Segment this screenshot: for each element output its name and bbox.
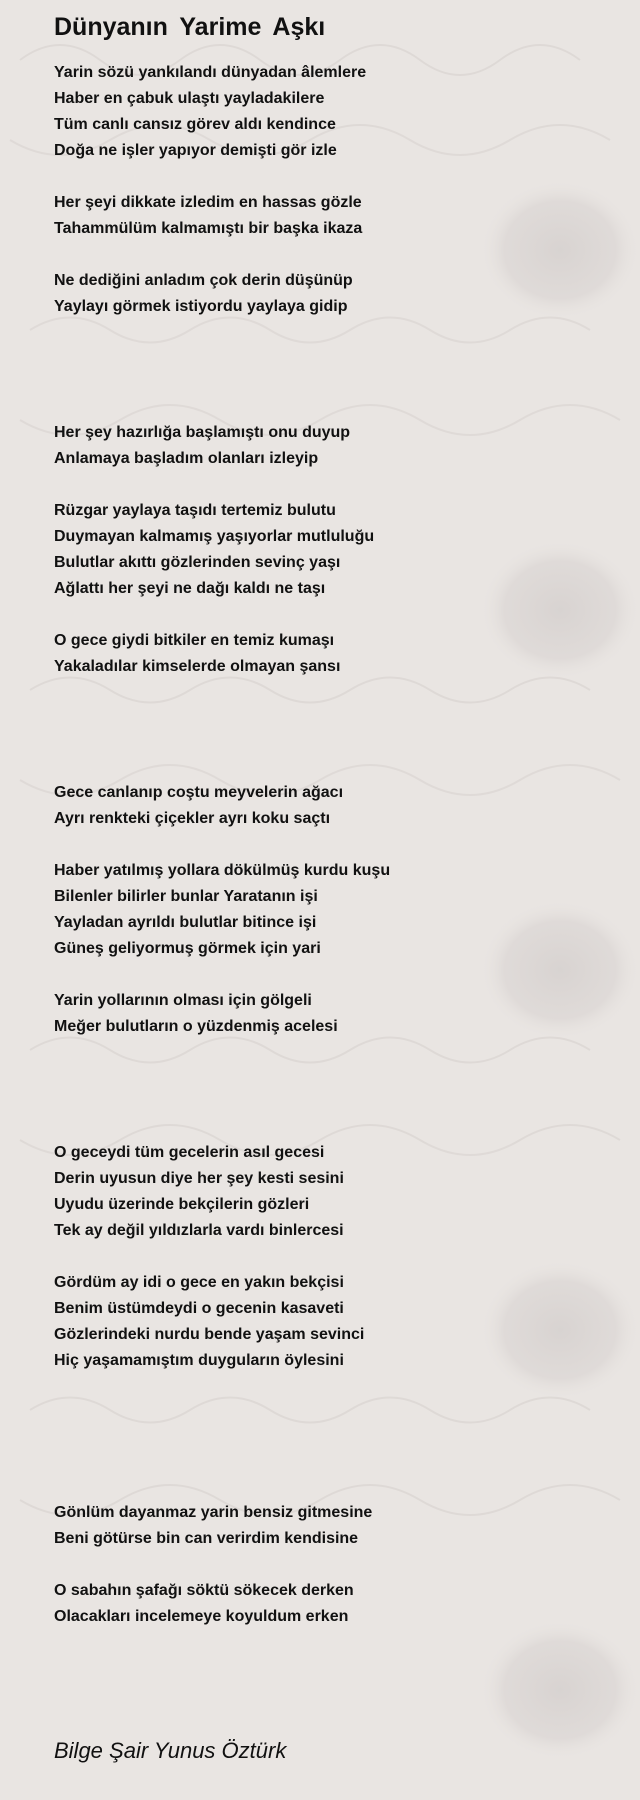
poem-line: Ayrı renkteki çiçekler ayrı koku saçtı (54, 810, 331, 827)
poem-line: Her şeyi dikkate izledim en hassas gözle (54, 194, 362, 211)
poem-line: Haber yatılmış yollara dökülmüş kurdu kuşu (54, 862, 391, 879)
poem-line: Meğer bulutların o yüzdenmiş acelesi (54, 1018, 338, 1035)
stanza (54, 1140, 614, 1244)
poem-line: Uyudu üzerinde bekçilerin gözleri (54, 1196, 310, 1213)
poem-line: Benim üstümdeydi o gecenin kasaveti (54, 1300, 344, 1317)
poem-body (54, 12, 614, 1630)
poem-line: Tek ay değil yıldızlarla vardı binlercesi (54, 1222, 344, 1239)
poem-line: O geceydi tüm gecelerin asıl gecesi (54, 1144, 325, 1161)
stanza (54, 498, 614, 602)
poem-line: Beni götürse bin can verirdim kendisine (54, 1530, 359, 1547)
poem-line: Güneş geliyormuş görmek için yari (54, 940, 321, 957)
poem-line: Rüzgar yaylaya taşıdı tertemiz bulutu (54, 502, 336, 519)
poem-line: Yarin sözü yankılandı dünyadan âlemlere (54, 64, 367, 81)
stanza (54, 190, 614, 242)
stanza (54, 1578, 614, 1630)
stanza (54, 60, 614, 164)
stanza (54, 1270, 614, 1374)
poem-line: Gördüm ay idi o gece en yakın bekçisi (54, 1274, 344, 1291)
stanza (54, 858, 614, 962)
poem-line: Olacakları incelemeye koyuldum erken (54, 1608, 349, 1625)
poem-line: Yaylayı görmek istiyordu yaylaya gidip (54, 298, 348, 315)
stanza (54, 1500, 614, 1552)
poem-line: Bilenler bilirler bunlar Yaratanın işi (54, 888, 318, 905)
poem-line: Doğa ne işler yapıyor demişti gör izle (54, 142, 337, 159)
poem-line: Tahammülüm kalmamıştı bir başka ikaza (54, 220, 363, 237)
poem-line: Ne dediğini anladım çok derin düşünüp (54, 272, 353, 289)
stanza (54, 628, 614, 680)
poem-line: Gece canlanıp coştu meyvelerin ağacı (54, 784, 344, 801)
stanza (54, 420, 614, 472)
poem-line: Bulutlar akıttı gözlerinden sevinç yaşı (54, 554, 341, 571)
stanza (54, 780, 614, 832)
poem-line: Yayladan ayrıldı bulutlar bitince işi (54, 914, 317, 931)
poem-line: Duymayan kalmamış yaşıyorlar mutluluğu (54, 528, 375, 545)
author-signature: Bilge Şair Yunus Öztürk (54, 1738, 287, 1763)
poem-line: Ağlattı her şeyi ne dağı kaldı ne taşı (54, 580, 326, 597)
poem-line: O sabahın şafağı söktü sökecek derken (54, 1582, 354, 1599)
stanza (54, 988, 614, 1040)
poem-line: Anlamaya başladım olanları izleyip (54, 450, 319, 467)
poem-line: Gözlerindeki nurdu bende yaşam sevinci (54, 1326, 365, 1343)
stanza (54, 268, 614, 320)
poem-title: Dünyanın Yarime Aşkı (54, 13, 326, 41)
poem-line: Yarin yollarının olması için gölgeli (54, 992, 312, 1009)
poem-line: Haber en çabuk ulaştı yayladakilere (54, 90, 325, 107)
poem-line: Tüm canlı cansız görev aldı kendince (54, 116, 336, 133)
poem-line: Hiç yaşamamıştım duyguların öylesini (54, 1352, 344, 1369)
poem-line: O gece giydi bitkiler en temiz kumaşı (54, 632, 335, 649)
poem-line: Derin uyusun diye her şey kesti sesini (54, 1170, 344, 1187)
poem-line: Gönlüm dayanmaz yarin bensiz gitmesine (54, 1504, 373, 1521)
poem-line: Yakaladılar kimselerde olmayan şansı (54, 658, 341, 675)
poem-line: Her şey hazırlığa başlamıştı onu duyup (54, 424, 351, 441)
